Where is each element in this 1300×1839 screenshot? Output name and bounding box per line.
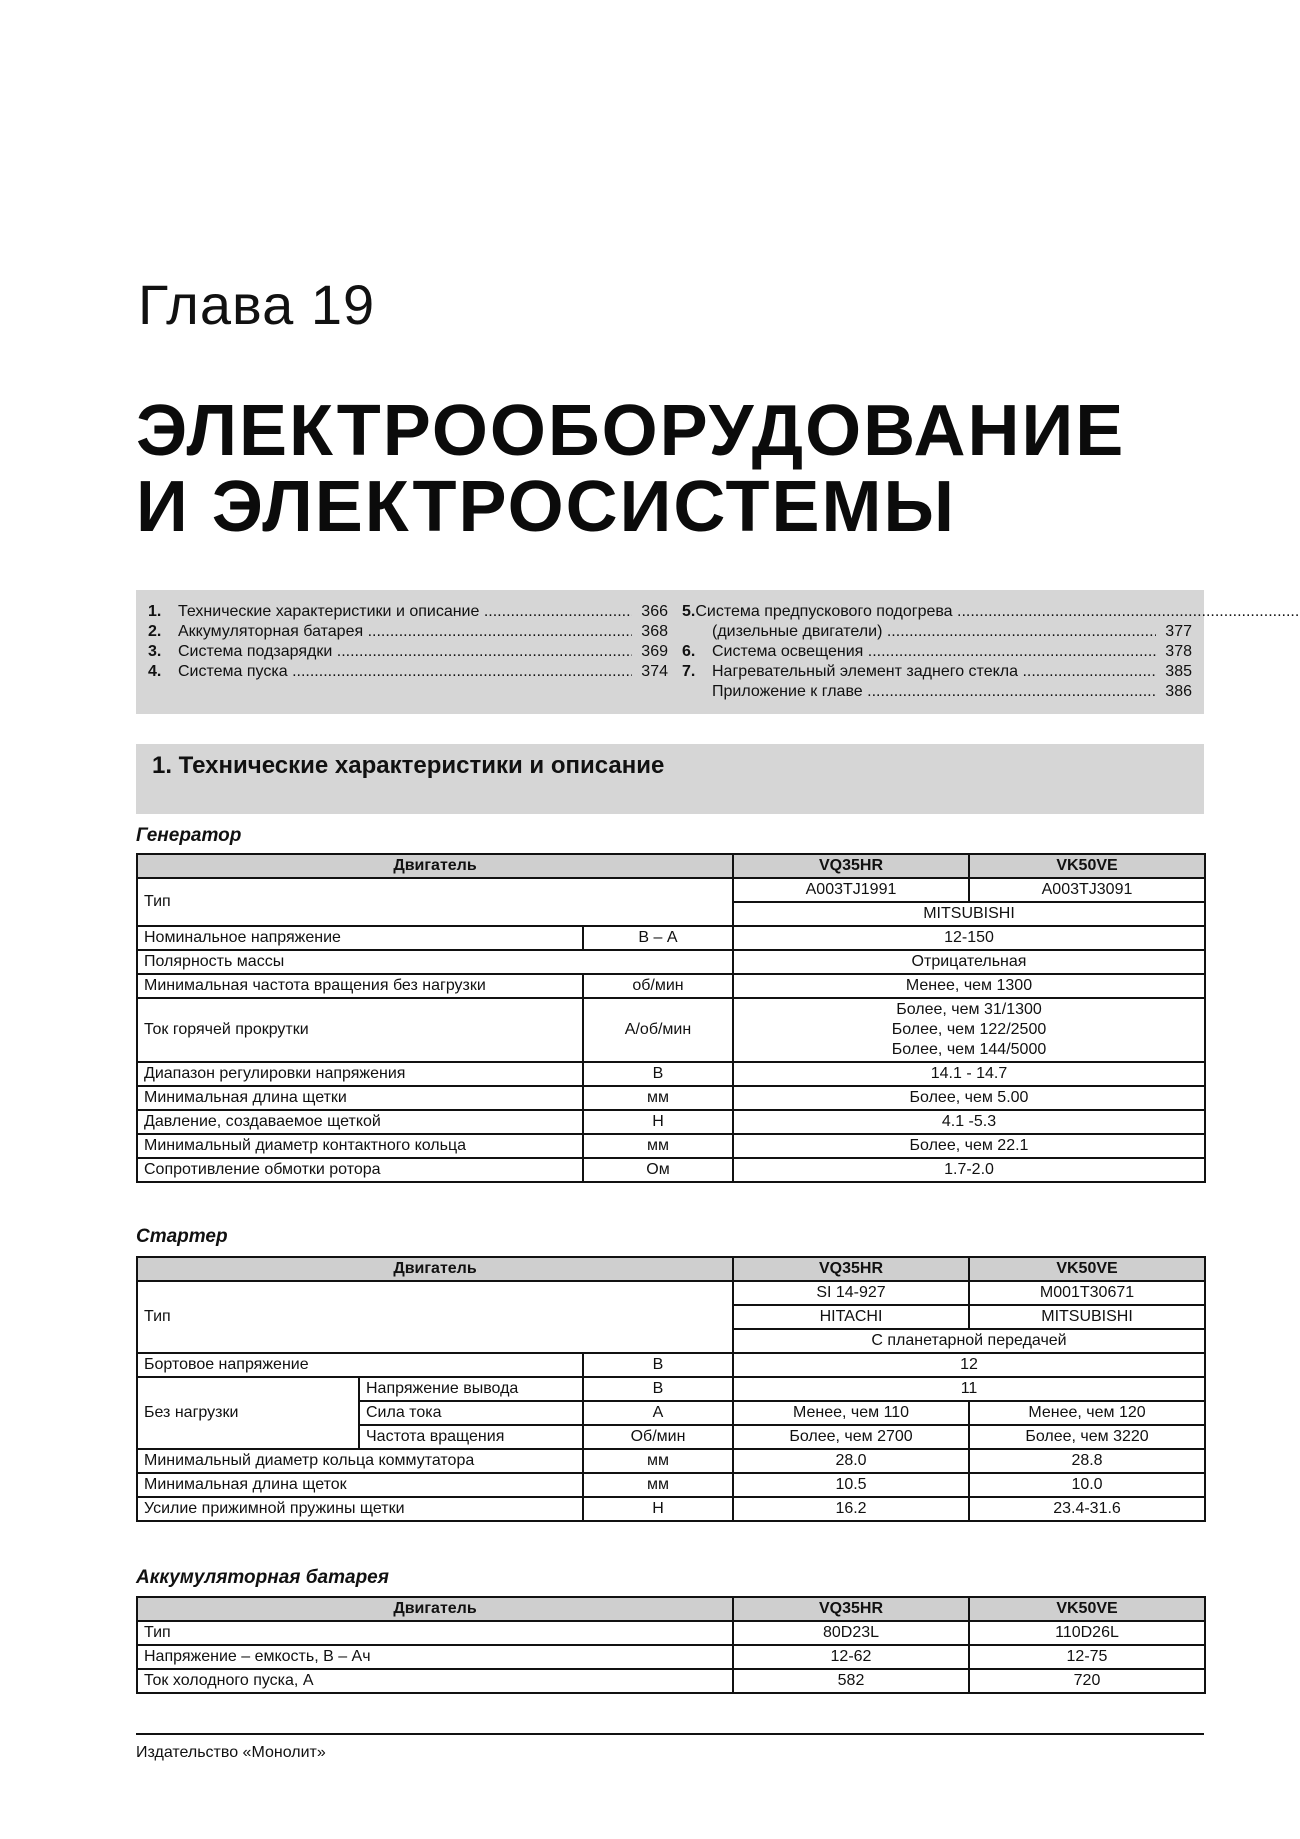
row-sublabel: Сила тока [359,1401,583,1425]
toc-left-column [148,602,668,682]
chapter-title [136,393,1125,545]
row-sublabel: Напряжение вывода [359,1377,583,1401]
row-label: Минимальный диаметр кольца коммутатора [137,1449,583,1473]
col-header-vk50ve: VK50VE [969,1257,1205,1281]
battery-table [136,1596,1206,1694]
table-row [137,1062,1205,1086]
toc-item-text: Нагревательный элемент заднего стекла ..... [712,662,1156,682]
table-row [137,1497,1205,1521]
table-header-row [137,1597,1205,1621]
table-row [137,1449,1205,1473]
row-label: Тип [137,878,733,926]
cell-value: Более, чем 22.1 [733,1134,1205,1158]
cell-value: 28.0 [733,1449,969,1473]
cell-value: M001T30671 [969,1281,1205,1305]
cell-unit: Н [583,1497,733,1521]
cell-unit: Ом [583,1158,733,1182]
table-row [137,998,1205,1062]
toc-right-column [682,602,1192,702]
toc-item[interactable]: 5. Система предпускового подогрева ..... [682,602,1192,622]
row-label: Минимальная длина щетки [137,1086,583,1110]
publisher-footer: Издательство «Монолит» [136,1744,326,1761]
cell-value: Менее, чем 1300 [733,974,1205,998]
toc-item-page: 366 [641,603,668,620]
cell-unit: мм [583,1086,733,1110]
row-label: Ток горячей прокрутки [137,998,583,1062]
starter-heading: Стартер [136,1226,228,1247]
chapter-number: Глава 19 [138,273,376,336]
cell-unit: В [583,1353,733,1377]
row-label: Диапазон регулировки напряжения [137,1062,583,1086]
cell-value: 12 [733,1353,1205,1377]
cell-value: 720 [969,1669,1205,1693]
row-label: Минимальная длина щеток [137,1473,583,1497]
toc-item-text: (дизельные двигатели) ..... [712,622,1156,642]
cell-unit: А/об/мин [583,998,733,1062]
toc-item[interactable] [682,622,1192,642]
cell-value: A003TJ3091 [969,878,1205,902]
col-header-vk50ve: VK50VE [969,1597,1205,1621]
row-label: Ток холодного пуска, А [137,1669,733,1693]
cell-unit: об/мин [583,974,733,998]
table-row [137,1110,1205,1134]
cell-value: 10.5 [733,1473,969,1497]
cell-value: 14.1 - 14.7 [733,1062,1205,1086]
cell-value: 1.7-2.0 [733,1158,1205,1182]
cell-value: 12-75 [969,1645,1205,1669]
cell-value: Более, чем 31/1300 Более, чем 122/2500 Более, чем 144/5000 [733,998,1205,1062]
section-title: 1. Технические характеристики и описание [152,752,665,779]
table-row [137,1086,1205,1110]
toc-item-page: 378 [1165,643,1192,660]
toc-item[interactable]: 3. Система подзарядки ..... 369 [148,642,668,662]
generator-table [136,853,1206,1183]
cell-unit: Н [583,1110,733,1134]
toc-item-text: Приложение к главе ..... [712,682,1156,702]
row-label: Тип [137,1621,733,1645]
table-row [137,878,1205,902]
cell-unit: Об/мин [583,1425,733,1449]
cell-unit: В – А [583,926,733,950]
cell-value: 12-62 [733,1645,969,1669]
table-row [137,1134,1205,1158]
col-header-vq35hr: VQ35HR [733,1597,969,1621]
toc-item-text: Система предпускового подогрева ..... [695,602,1300,622]
row-label: Усилие прижимной пружины щетки [137,1497,583,1521]
table-of-contents [136,590,1204,714]
row-label: Сопротивление обмотки ротора [137,1158,583,1182]
toc-item-page: 369 [641,643,668,660]
toc-item-page: 374 [641,663,668,680]
col-header-engine: Двигатель [137,1597,733,1621]
col-header-vq35hr: VQ35HR [733,854,969,878]
toc-item[interactable]: 6. Система освещения ..... 378 [682,642,1192,662]
section-header [136,744,1204,814]
cell-value: 4.1 -5.3 [733,1110,1205,1134]
toc-item-text: Система пуска ..... [178,662,632,682]
toc-item[interactable]: 1. Технические характеристики и описание ..... 366 [148,602,668,622]
table-row [137,1473,1205,1497]
row-label: Без нагрузки [137,1377,359,1449]
table-row [137,1645,1205,1669]
cell-value: 16.2 [733,1497,969,1521]
cell-unit: мм [583,1134,733,1158]
starter-table [136,1256,1206,1522]
cell-value: Отрицательная [733,950,1205,974]
toc-item-page: 385 [1165,663,1192,680]
cell-value: HITACHI [733,1305,969,1329]
chapter-title-line-1: ЭЛЕКТРООБОРУДОВАНИЕ [136,391,1126,471]
cell-value: MITSUBISHI [969,1305,1205,1329]
cell-unit: мм [583,1473,733,1497]
toc-item-page: 377 [1165,623,1192,640]
row-label: Минимальная частота вращения без нагрузки [137,974,583,998]
toc-item[interactable] [682,682,1192,702]
table-header-row [137,854,1205,878]
row-label: Давление, создаваемое щеткой [137,1110,583,1134]
col-header-vk50ve: VK50VE [969,854,1205,878]
cell-value: 23.4-31.6 [969,1497,1205,1521]
toc-item-text: Система освещения ..... [712,642,1156,662]
table-row [137,926,1205,950]
toc-item-page: 368 [641,623,668,640]
cell-unit: В [583,1377,733,1401]
table-row [137,1281,1205,1305]
row-sublabel: Частота вращения [359,1425,583,1449]
toc-item-text: Система подзарядки ..... [178,642,632,662]
cell-value: 10.0 [969,1473,1205,1497]
footer-rule [136,1733,1204,1735]
row-label: Напряжение – емкость, В – Ач [137,1645,733,1669]
table-row [137,950,1205,974]
col-header-engine: Двигатель [137,854,733,878]
cell-value: MITSUBISHI [733,902,1205,926]
row-label: Бортовое напряжение [137,1353,583,1377]
toc-item[interactable]: 4. Система пуска ..... 374 [148,662,668,682]
cell-value: Более, чем 5.00 [733,1086,1205,1110]
cell-value: Более, чем 2700 [733,1425,969,1449]
cell-value: С планетарной передачей [733,1329,1205,1353]
cell-value: A003TJ1991 [733,878,969,902]
cell-value: SI 14-927 [733,1281,969,1305]
row-label: Тип [137,1281,733,1353]
cell-value: 28.8 [969,1449,1205,1473]
cell-value: 110D26L [969,1621,1205,1645]
toc-item[interactable]: 2. Аккумуляторная батарея ..... 368 [148,622,668,642]
table-row [137,1377,1205,1401]
cell-unit: В [583,1062,733,1086]
toc-item[interactable]: 7. Нагревательный элемент заднего стекла ..... 385 [682,662,1192,682]
table-row [137,1621,1205,1645]
table-row [137,1158,1205,1182]
cell-value: Менее, чем 110 [733,1401,969,1425]
row-label: Номинальное напряжение [137,926,583,950]
cell-value: 11 [733,1377,1205,1401]
row-label: Минимальный диаметр контактного кольца [137,1134,583,1158]
toc-item-text: Технические характеристики и описание ..... [178,602,632,622]
cell-unit: А [583,1401,733,1425]
toc-item-page: 386 [1165,683,1192,700]
cell-unit: мм [583,1449,733,1473]
cell-value: Более, чем 3220 [969,1425,1205,1449]
col-header-engine: Двигатель [137,1257,733,1281]
table-row [137,1353,1205,1377]
table-row [137,974,1205,998]
row-label: Полярность массы [137,950,733,974]
table-row [137,1669,1205,1693]
cell-value: 582 [733,1669,969,1693]
table-header-row [137,1257,1205,1281]
col-header-vq35hr: VQ35HR [733,1257,969,1281]
toc-item-text: Аккумуляторная батарея ..... [178,622,632,642]
generator-heading: Генератор [136,825,242,846]
chapter-title-line-2: И ЭЛЕКТРОСИСТЕМЫ [136,467,956,547]
battery-heading: Аккумуляторная батарея [136,1567,389,1588]
cell-value: Менее, чем 120 [969,1401,1205,1425]
cell-value: 80D23L [733,1621,969,1645]
cell-value: 12-150 [733,926,1205,950]
